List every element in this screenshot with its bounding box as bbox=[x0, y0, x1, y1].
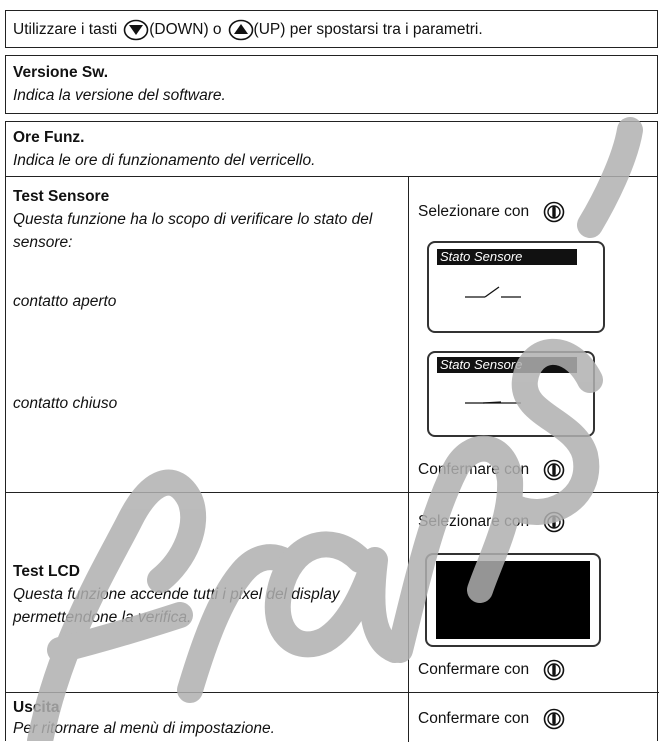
up-label: (UP) per spostarsi tra i parametri. bbox=[253, 21, 483, 38]
exit-title: Uscita bbox=[13, 699, 60, 716]
version-row bbox=[5, 55, 658, 114]
lcd-sensor-closed bbox=[427, 351, 595, 437]
switch-closed-symbol bbox=[465, 391, 525, 411]
exit-desc: Per ritornare al menù di impostazione. bbox=[13, 720, 275, 737]
rotary-knob-icon bbox=[543, 511, 565, 533]
sensor-confirm bbox=[418, 458, 565, 481]
exit-confirm-label: Confermare con bbox=[418, 710, 530, 727]
rotary-knob-icon bbox=[543, 201, 565, 223]
lcd-test-confirm bbox=[418, 658, 565, 681]
down-label: (DOWN) o bbox=[149, 21, 222, 38]
lcd-test-confirm-label: Confermare con bbox=[418, 661, 530, 678]
hours-desc: Indica le ore di funzionamento del verricello. bbox=[13, 152, 316, 169]
version-title: Versione Sw. bbox=[13, 64, 109, 81]
switch-open-symbol bbox=[465, 283, 525, 303]
hours-title: Ore Funz. bbox=[13, 129, 85, 146]
hours-row bbox=[5, 121, 658, 177]
intro-text bbox=[13, 18, 483, 41]
sensor-confirm-label: Confermare con bbox=[418, 461, 530, 478]
lcd-full-pixels bbox=[425, 553, 601, 647]
sensor-desc: Questa funzione ha lo scopo di verificare lo stato del sensore: bbox=[13, 211, 373, 251]
sensor-open-label: contatto aperto bbox=[13, 293, 117, 310]
lcd-test-select bbox=[418, 510, 565, 533]
lcd-open-title: Stato Sensore bbox=[437, 249, 577, 265]
sensor-title: Test Sensore bbox=[13, 188, 110, 205]
sensor-closed-label: contatto chiuso bbox=[13, 395, 118, 412]
intro-row bbox=[5, 10, 658, 48]
rotary-knob-icon bbox=[543, 708, 565, 730]
rotary-knob-icon bbox=[543, 659, 565, 681]
sensor-select bbox=[418, 200, 565, 223]
lcd-closed-title: Stato Sensore bbox=[437, 357, 577, 373]
lcd-test-desc: Questa funzione accende tutti i pixel del display permettendone la verifica. bbox=[13, 586, 340, 626]
down-arrow-circle-icon bbox=[123, 19, 149, 41]
up-arrow-circle-icon bbox=[228, 19, 254, 41]
intro-prefix: Utilizzare i tasti bbox=[13, 21, 118, 38]
rotary-knob-icon bbox=[543, 459, 565, 481]
lcd-sensor-open bbox=[427, 241, 605, 333]
lcd-test-select-label: Selezionare con bbox=[418, 513, 530, 530]
exit-confirm bbox=[418, 707, 565, 730]
function-table bbox=[5, 176, 658, 741]
version-desc: Indica la versione del software. bbox=[13, 87, 226, 104]
lcd-test-title: Test LCD bbox=[13, 563, 80, 580]
sensor-select-label: Selezionare con bbox=[418, 203, 530, 220]
lcd-all-pixels-on bbox=[436, 561, 590, 639]
